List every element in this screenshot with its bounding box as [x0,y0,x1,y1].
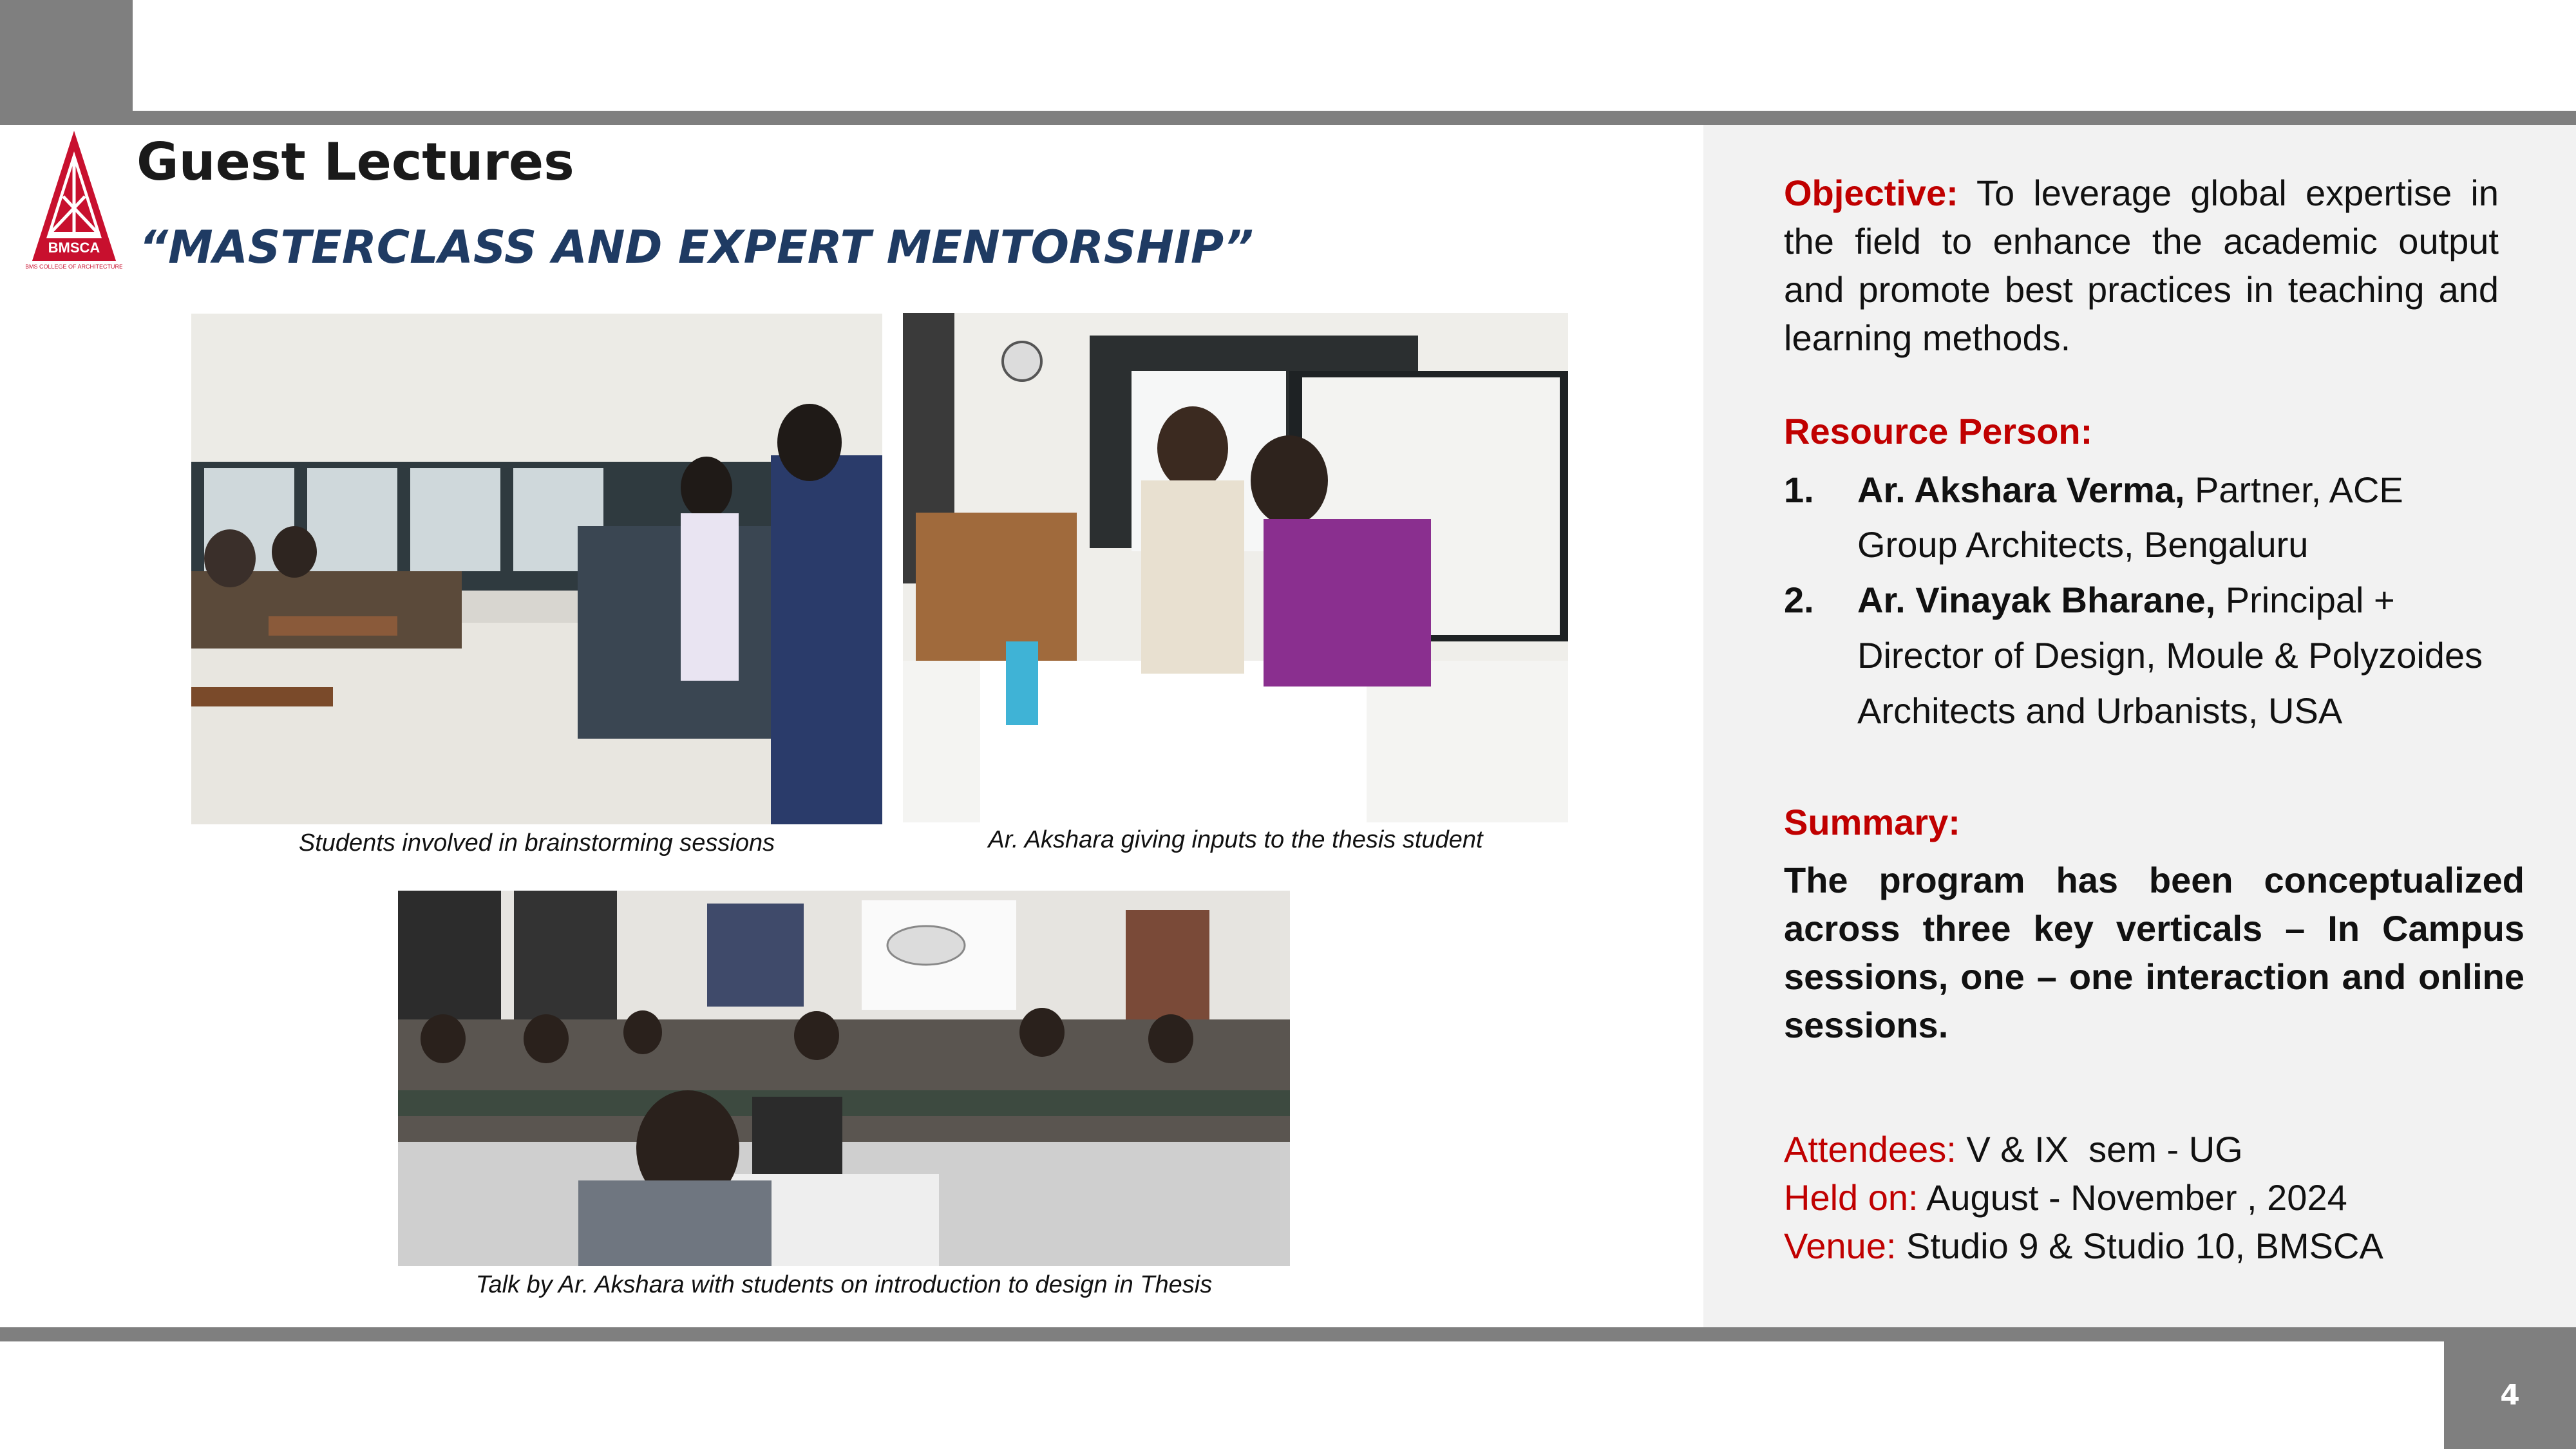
resource-number-1: 1. [1784,469,1814,510]
bmsca-logo [26,126,122,274]
page-number: 4 [2500,1379,2520,1412]
resource-person-2: Ar. Vinayak Bharane, Principal + [1857,580,2395,620]
summary-line-3: sessions, one – one interaction and online [1784,956,2524,997]
caption-thesis-inputs: Ar. Akshara giving inputs to the thesis student [988,826,1483,853]
page-title: Guest Lectures [137,132,574,192]
bottom-divider-bar [0,1327,2576,1341]
summary-label: Summary: [1784,802,1960,842]
caption-thesis-talk: Talk by Ar. Akshara with students on introduction to design in Thesis [475,1271,1213,1298]
resource-person-1: Ar. Akshara Verma, Partner, ACE [1857,469,2403,510]
photo-thesis-talk [398,891,1290,1266]
venue-row [1784,1225,2383,1267]
resource-number-2: 2. [1784,580,1814,620]
page-subtitle: “MASTERCLASS AND EXPERT MENTORSHIP” [139,221,1254,274]
caption-brainstorming: Students involved in brainstorming sessions [298,829,775,857]
objective-line-2: the field to enhance the academic output [1784,221,2499,261]
held-on-value: August - November , 2024 [1926,1177,2347,1218]
venue-value: Studio 9 & Studio 10, BMSCA [1906,1226,2383,1266]
held-on-row [1784,1177,2347,1218]
top-left-accent-block [0,0,133,111]
photo-thesis-inputs [903,313,1568,822]
resource-name-1: Ar. Akshara Verma, [1857,469,2185,510]
summary-line-4: sessions. [1784,1005,1949,1045]
venue-label: Venue: [1784,1226,1897,1266]
logo-subtext: BMS COLLEGE OF ARCHITECTURE [26,263,122,270]
objective-line-3: and promote best practices in teaching and [1784,269,2499,310]
top-divider-bar [0,111,2576,125]
attendees-label: Attendees: [1784,1129,1956,1170]
resource-person-1-role: Group Architects, Bengaluru [1857,524,2309,565]
resource-person-label: Resource Person: [1784,411,2093,451]
attendees-value: V & IX sem - UG [1966,1129,2243,1170]
resource-person-2-role-2: Architects and Urbanists, USA [1857,690,2343,731]
logo-text: BMSCA [48,240,100,256]
resource-person-2-role-1: Director of Design, Moule & Polyzoides [1857,635,2483,676]
attendees-row [1784,1128,2243,1170]
objective-line-4: learning methods. [1784,317,2071,358]
objective-label: Objective: [1784,173,1958,213]
held-on-label: Held on: [1784,1177,1918,1218]
resource-name-2: Ar. Vinayak Bharane, [1857,580,2216,620]
photo-brainstorming [191,314,882,824]
summary-line-2: across three key verticals – In Campus [1784,908,2524,949]
objective-line-1: Objective: To leverage global expertise in [1784,173,2499,213]
summary-line-1: The program has been conceptualized [1784,860,2524,900]
